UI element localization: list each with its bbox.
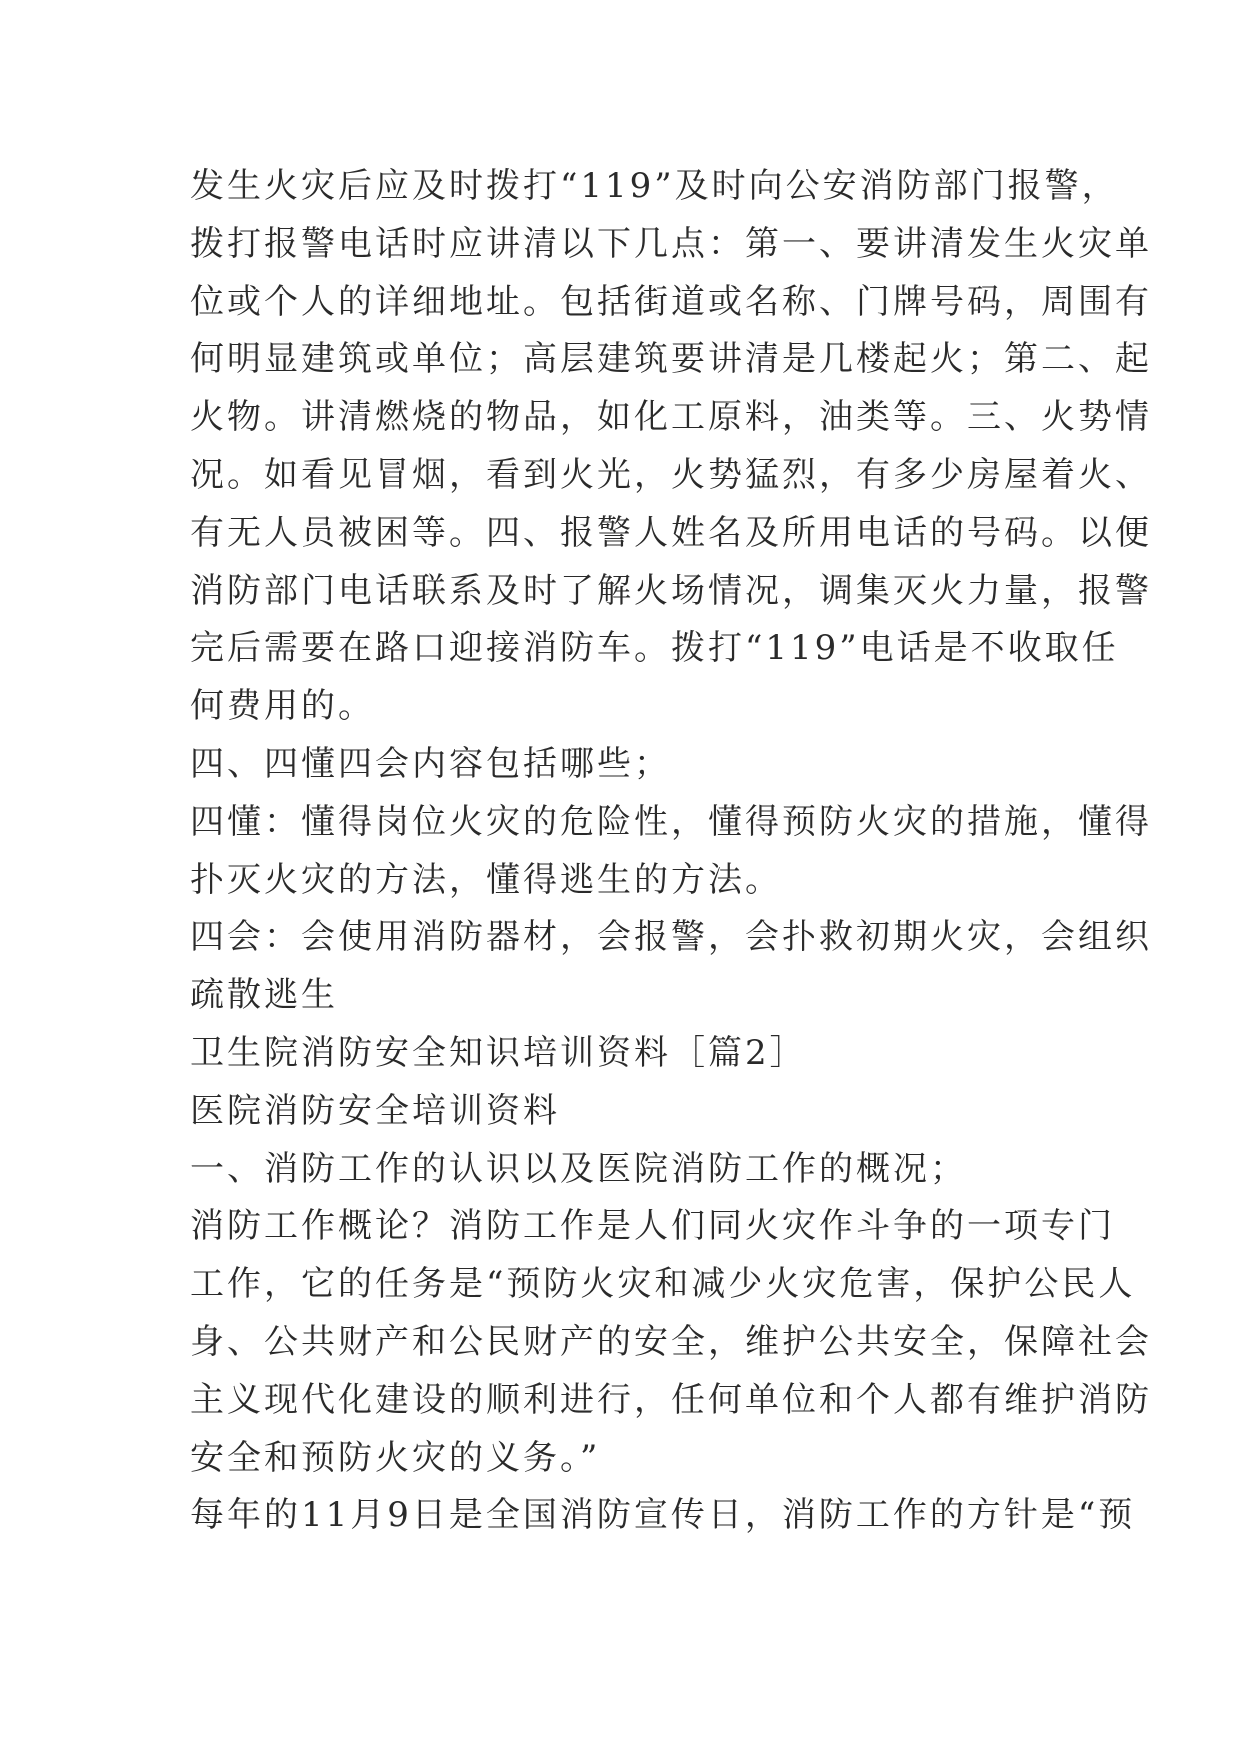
section-heading: 一、消防工作的认识以及医院消防工作的概况；: [190, 1148, 967, 1189]
section-heading: 四、四懂四会内容包括哪些；: [190, 743, 671, 784]
text-line: 有无人员被困等。四、报警人姓名及所用电话的号码。以便: [190, 512, 1152, 553]
text-line: 主义现代化建设的顺利进行，任何单位和个人都有维护消防: [190, 1379, 1152, 1420]
text-line: 安全和预防火灾的义务。”: [190, 1437, 601, 1478]
text-line: 每年的11月9日是全国消防宣传日，消防工作的方针是“预: [190, 1495, 1136, 1536]
text-line: 拨打报警电话时应讲清以下几点：第一、要讲清发生火灾单: [190, 223, 1152, 264]
text-line: 扑灭火灾的方法，懂得逃生的方法。: [190, 859, 782, 900]
text-line: 况。如看见冒烟，看到火光，火势猛烈，有多少房屋着火、: [190, 454, 1152, 495]
text-line: 四会：会使用消防器材，会报警，会扑救初期火灾，会组织: [190, 917, 1152, 958]
text-line: 疏散逃生: [190, 975, 338, 1016]
text-line: 四懂：懂得岗位火灾的危险性，懂得预防火灾的措施，懂得: [190, 801, 1152, 842]
text-line: 完后需要在路口迎接消防车。拨打“119”电话是不收取任: [190, 628, 1119, 669]
document-body: [190, 158, 1152, 1545]
text-line: 消防部门电话联系及时了解火场情况，调集灭火力量，报警: [190, 570, 1152, 611]
text-line: 身、公共财产和公民财产的安全，维护公共安全，保障社会: [190, 1321, 1152, 1362]
text-line: 工作，它的任务是“预防火灾和减少火灾危害，保护公民人: [190, 1264, 1136, 1305]
text-line: 何费用的。: [190, 686, 375, 727]
text-line: 位或个人的详细地址。包括街道或名称、门牌号码，周围有: [190, 281, 1152, 322]
text-line: 消防工作概论？消防工作是人们同火灾作斗争的一项专门: [190, 1206, 1115, 1247]
text-line: 发生火灾后应及时拨打“119”及时向公安消防部门报警，: [190, 166, 1119, 206]
text-line: 何明显建筑或单位；高层建筑要讲清是几楼起火；第二、起: [190, 339, 1152, 380]
document-title: 卫生院消防安全知识培训资料［篇2］: [190, 1032, 807, 1073]
text-line: 火物。讲清燃烧的物品，如化工原料，油类等。三、火势情: [190, 397, 1152, 438]
document-subtitle: 医院消防安全培训资料: [190, 1090, 560, 1131]
